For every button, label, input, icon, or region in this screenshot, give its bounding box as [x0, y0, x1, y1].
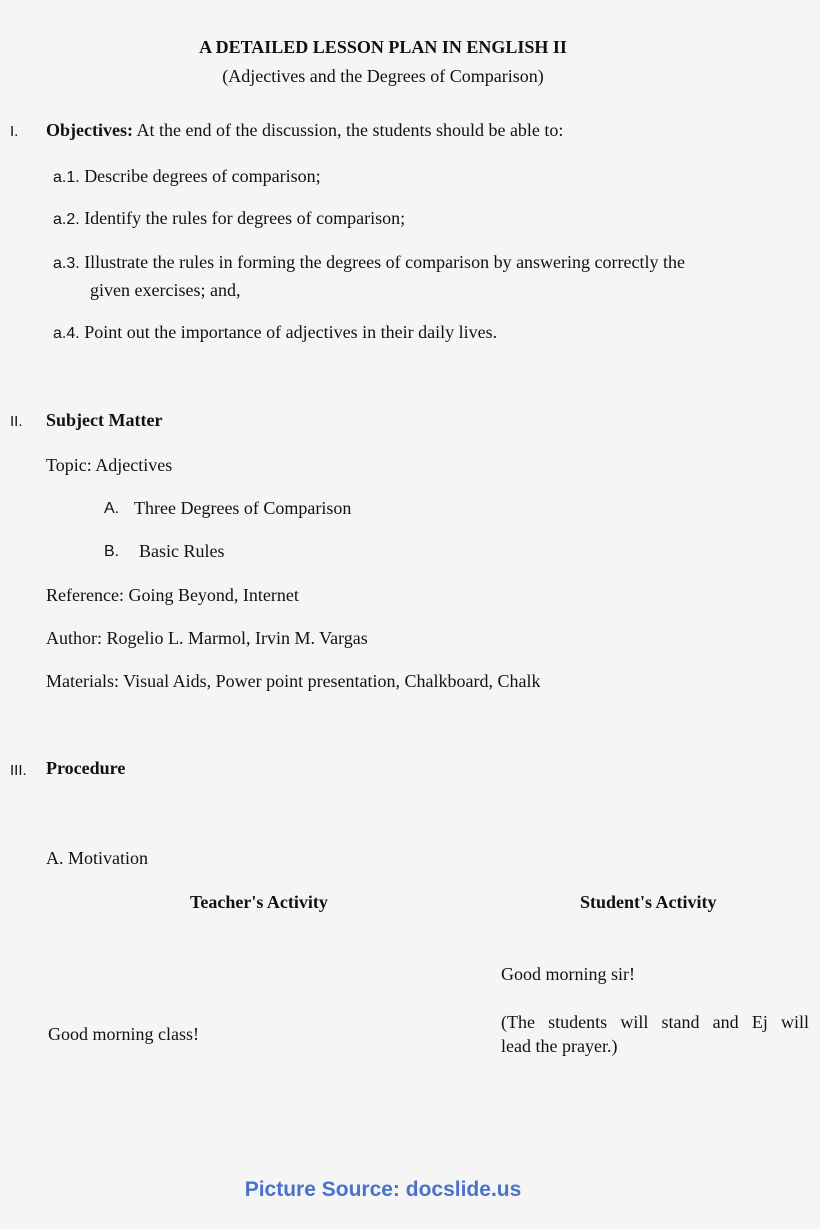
objective-item [53, 166, 321, 187]
objectives-heading: Objectives: [46, 120, 133, 140]
objectives-intro: At the end of the discussion, the students should be able to: [136, 120, 564, 140]
subtopic-marker: A. [104, 500, 120, 517]
objective-marker: a.4. [53, 325, 80, 342]
subtopic-text: Basic Rules [139, 541, 225, 561]
document-title: A DETAILED LESSON PLAN IN ENGLISH II [199, 37, 567, 57]
picture-source-caption: Picture Source: docslide.us [244, 1178, 522, 1201]
objective-item [53, 252, 685, 273]
topic-line: Topic: Adjectives [46, 455, 173, 475]
objective-text: Describe degrees of comparison; [84, 166, 321, 186]
section-numeral-objectives: I. [10, 123, 19, 140]
objective-text-continued: given exercises; and, [90, 280, 241, 300]
student-activity-text: (The students will stand and Ej will [501, 1012, 809, 1032]
teacher-activity-header: Teacher's Activity [190, 892, 328, 912]
objective-item [53, 208, 405, 229]
objective-marker: a.1. [53, 169, 80, 186]
author-line: Author: Rogelio L. Marmol, Irvin M. Vargas [46, 628, 368, 648]
reference-line: Reference: Going Beyond, Internet [46, 585, 299, 605]
student-activity-header: Student's Activity [580, 892, 717, 912]
section-numeral-procedure: III. [10, 762, 27, 779]
document-subtitle: (Adjectives and the Degrees of Comparison) [222, 66, 544, 86]
objectives-heading-line [46, 120, 563, 141]
objective-text: Identify the rules for degrees of comparison; [84, 208, 406, 228]
objective-text: Illustrate the rules in forming the degrees of comparison by answering correctly the [84, 252, 685, 272]
objective-marker: a.2. [53, 211, 80, 228]
motivation-label: A. Motivation [46, 848, 148, 868]
section-numeral-subject-matter: II. [10, 413, 23, 430]
teacher-activity-text: Good morning class! [48, 1024, 199, 1044]
procedure-heading: Procedure [46, 758, 126, 778]
student-activity-text: lead the prayer.) [501, 1036, 618, 1056]
subtopic-marker: B. [104, 543, 120, 560]
objective-marker: a.3. [53, 255, 80, 272]
student-activity-text: Good morning sir! [501, 964, 635, 984]
subtopic-text: Three Degrees of Comparison [134, 498, 352, 518]
materials-line: Materials: Visual Aids, Power point presentation, Chalkboard, Chalk [46, 671, 541, 691]
subject-matter-heading: Subject Matter [46, 410, 163, 430]
objective-text: Point out the importance of adjectives in their daily lives. [84, 322, 498, 342]
objective-item [53, 322, 497, 343]
